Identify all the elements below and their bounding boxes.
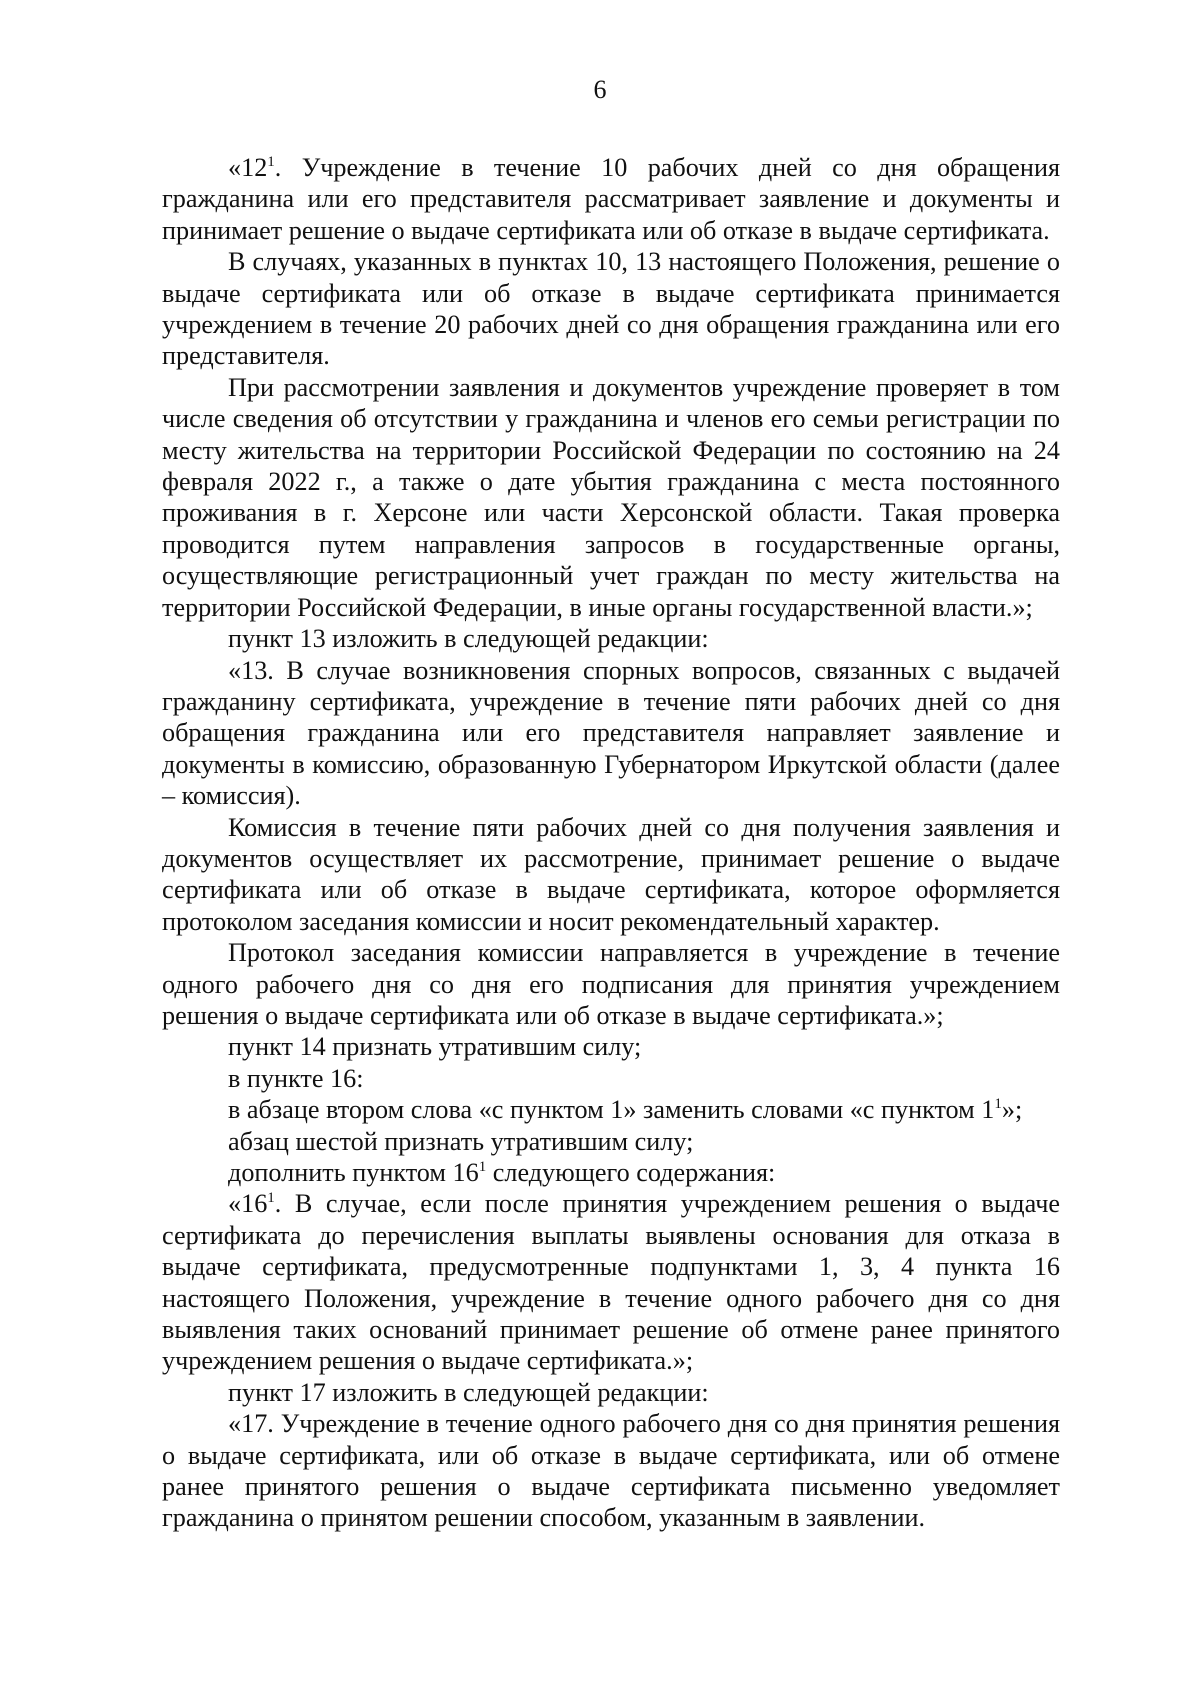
paragraph — [162, 1094, 1060, 1125]
paragraph — [162, 1157, 1060, 1188]
paragraph-text: в пункте 16: — [228, 1063, 364, 1093]
paragraph — [162, 1188, 1060, 1376]
paragraph-text: «13. В случае возникновения спорных вопросов, связанных с выдачей гражданину сертификата, учреждение в течение пяти рабочих дней со дня обращения гражданина или его представителя направляет заявление и документы в комиссию, образованную Губернатором Иркутской области (далее – комиссия). — [162, 655, 1060, 811]
paragraph — [162, 1377, 1060, 1408]
superscript-index: 1 — [478, 1159, 487, 1175]
paragraph — [162, 623, 1060, 654]
paragraph — [162, 1408, 1060, 1534]
paragraph-text: «16 — [228, 1189, 268, 1219]
paragraph-text: пункт 13 изложить в следующей редакции: — [228, 624, 709, 654]
page-number: 6 — [593, 75, 607, 104]
paragraph-text: »; — [1001, 1095, 1023, 1125]
paragraph-text: пункт 14 признать утратившим силу; — [228, 1032, 642, 1062]
paragraph — [162, 152, 1060, 246]
superscript-index: 1 — [267, 1190, 275, 1207]
paragraph-text: Протокол заседания комиссии направляется в учреждение в течение одного рабочего дня со дня его подписания для принятия учреждением решения о выдаче сертификата или об отказе в выдаче сертификата.»; — [162, 938, 1060, 1030]
paragraph-text: следующего содержания: — [486, 1158, 776, 1187]
paragraph — [162, 1063, 1060, 1094]
document-body — [162, 152, 1060, 1534]
paragraph — [162, 655, 1060, 812]
paragraph-text: В случаях, указанных в пунктах 10, 13 настоящего Положения, решение о выдаче сертификата или об отказе в выдаче сертификата принимается учреждением в течение 20 рабочих дней со дня обращения гражданина или его представителя. — [162, 247, 1060, 371]
paragraph-text: абзац шестой признать утратившим силу; — [228, 1126, 694, 1156]
paragraph — [162, 1031, 1060, 1062]
superscript-index: 1 — [994, 1096, 1002, 1113]
paragraph-text: . В случае, если после принятия учреждением решения о выдаче сертификата до перечисления выплаты выявлены основания для отказа в выдаче сертификата, предусмотренные подпунктами 1, 3, 4 пункта 16 настоящего Положения, учреждение в течение одного рабочего дня со дня выявления таких оснований принимает решение об отмене ранее принятого учреждением решения о выдаче сертификата.»; — [162, 1189, 1060, 1376]
paragraph-text: в абзаце втором слова «с пунктом 1» заменить словами «с пунктом 1 — [228, 1095, 995, 1125]
paragraph — [162, 1126, 1060, 1157]
paragraph-text: . Учреждение в течение 10 рабочих дней со дня обращения гражданина или его представителя рассматривает заявление и документы и принимает решение о выдаче сертификата или об отказе в выдаче сертификата. — [162, 153, 1060, 245]
paragraph-text: Комиссия в течение пяти рабочих дней со дня получения заявления и документов осуществляет их рассмотрение, принимает решение о выдаче сертификата или об отказе в выдаче сертификата, которое оформляется протоколом заседания комиссии и носит рекомендательный характер. — [162, 812, 1060, 936]
superscript-index: 1 — [267, 154, 275, 170]
paragraph — [162, 372, 1060, 623]
paragraph-text: «17. Учреждение в течение одного рабочего дня со дня принятия решения о выдаче сертификата, или об отказе в выдаче сертификата, или об отмене ранее принятого решения о выдаче сертификата письменно уведомляет гражданина о принятом решении способом, указанным в заявлении. — [162, 1409, 1060, 1533]
paragraph — [162, 937, 1060, 1031]
paragraph — [162, 812, 1060, 938]
paragraph-text: дополнить пунктом 16 — [228, 1158, 479, 1187]
paragraph-text: При рассмотрении заявления и документов учреждение проверяет в том числе сведения об отсутствии у гражданина и членов его семьи регистрации по месту жительства на территории Российской Федерации по состоянию на 24 февраля 2022 г., а также о дате убытия гражданина с места постоянного проживания в г. Херсоне или части Херсонской области. Такая проверка проводится путем направления запросов в государственные органы, осуществляющие регистрационный учет граждан по месту жительства на территории Российской Федерации, в иные органы государственной власти.»; — [162, 372, 1060, 622]
paragraph — [162, 246, 1060, 372]
paragraph-text: пункт 17 изложить в следующей редакции: — [228, 1377, 709, 1407]
paragraph-text: «12 — [228, 153, 268, 182]
